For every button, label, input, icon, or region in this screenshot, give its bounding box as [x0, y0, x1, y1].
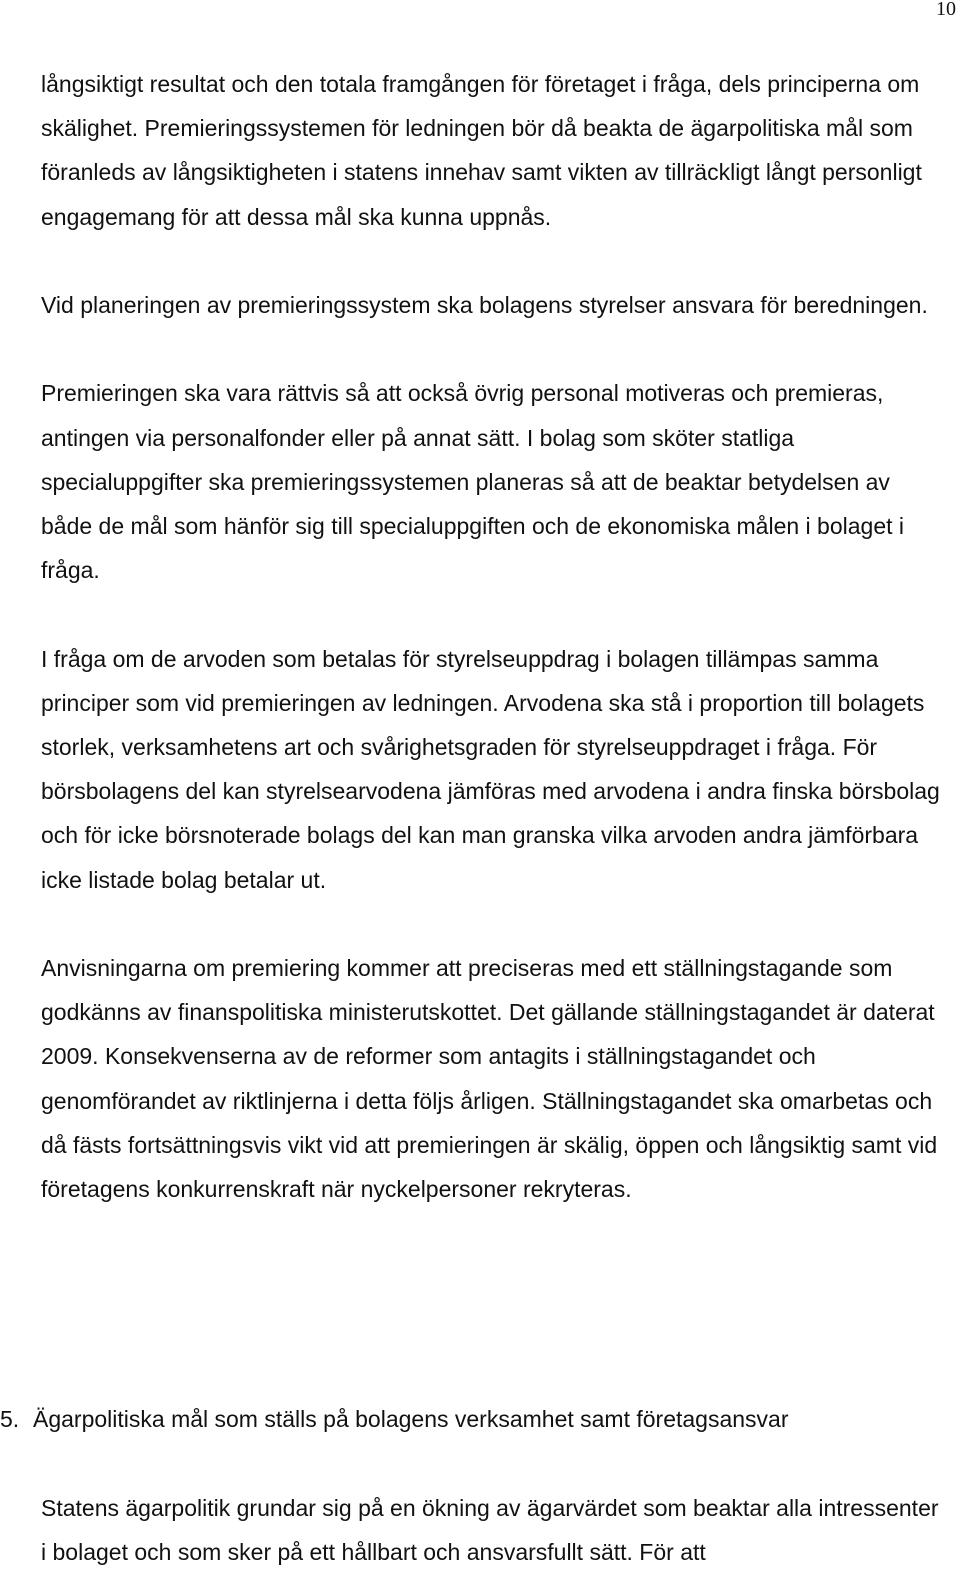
paragraph-premiering-principles: långsiktigt resultat och den totala framgången för företaget i fråga, dels principerna om skälighet. Premieringssystemen för ledningen bör då beakta de ägarpolitiska mål som föranleds av långsiktigheten i statens innehav samt vikten av tillräckligt långt personligt engagemang för att dessa mål ska kunna uppnås. [41, 71, 922, 230]
section-body [41, 1486, 941, 1574]
section-heading [0, 1397, 940, 1441]
paragraph-fair-premiering: Premieringen ska vara rättvis så att också övrig personal motiveras och premieras, antingen via personalfonder eller på annat sätt. I bolag som sköter statliga specialuppgifter ska premieringssystemen planeras så att de beaktar betydelsen av både de mål som hänför sig till specialuppgiften och de ekonomiska målen i bolaget i fråga. [41, 380, 905, 584]
paragraph-board-responsibility: Vid planeringen av premieringssystem ska bolagens styrelser ansvara för beredningen. [41, 292, 928, 318]
section-title: Ägarpolitiska mål som ställs på bolagens verksamhet samt företagsansvar [33, 1406, 789, 1432]
document-body [41, 62, 941, 1211]
paragraph-board-fees: I fråga om de arvoden som betalas för styrelseuppdrag i bolagen tillämpas samma principer som vid premieringen av ledningen. Arvodena ska stå i proportion till bolagets storlek, verksamhetens art och svårighetsgraden för styrelseuppdraget i fråga. För börsbolagens del kan styrelsearvodena jämföras med arvodena i andra finska börsbolag och för icke börsnoterade bolags del kan man granska vilka arvoden andra jämförbara icke listade bolag betalar ut. [41, 645, 940, 893]
page-number: 10 [936, 0, 956, 20]
section-number: 5. [0, 1406, 20, 1432]
paragraph-guidelines: Anvisningarna om premiering kommer att preciseras med ett ställningstagande som godkänns av finanspolitiska ministerutskottet. Det gällande ställningstagandet är daterat 2009. Konsekvenserna av de reformer som antagits i ställningstagandet och genomförandet av riktlinjerna i detta följs årligen. Ställningstagandet ska omarbetas och då fästs fortsättningsvis vikt vid att premieringen är skälig, öppen och långsiktig samt vid företagens konkurrenskraft när nyckelpersoner rekryteras. [41, 955, 938, 1203]
paragraph-ownership-policy: Statens ägarpolitik grundar sig på en ökning av ägarvärdet som beaktar alla intressenter i bolaget och som sker på ett hållbart och ansvarsfullt sätt. För att [41, 1495, 939, 1566]
